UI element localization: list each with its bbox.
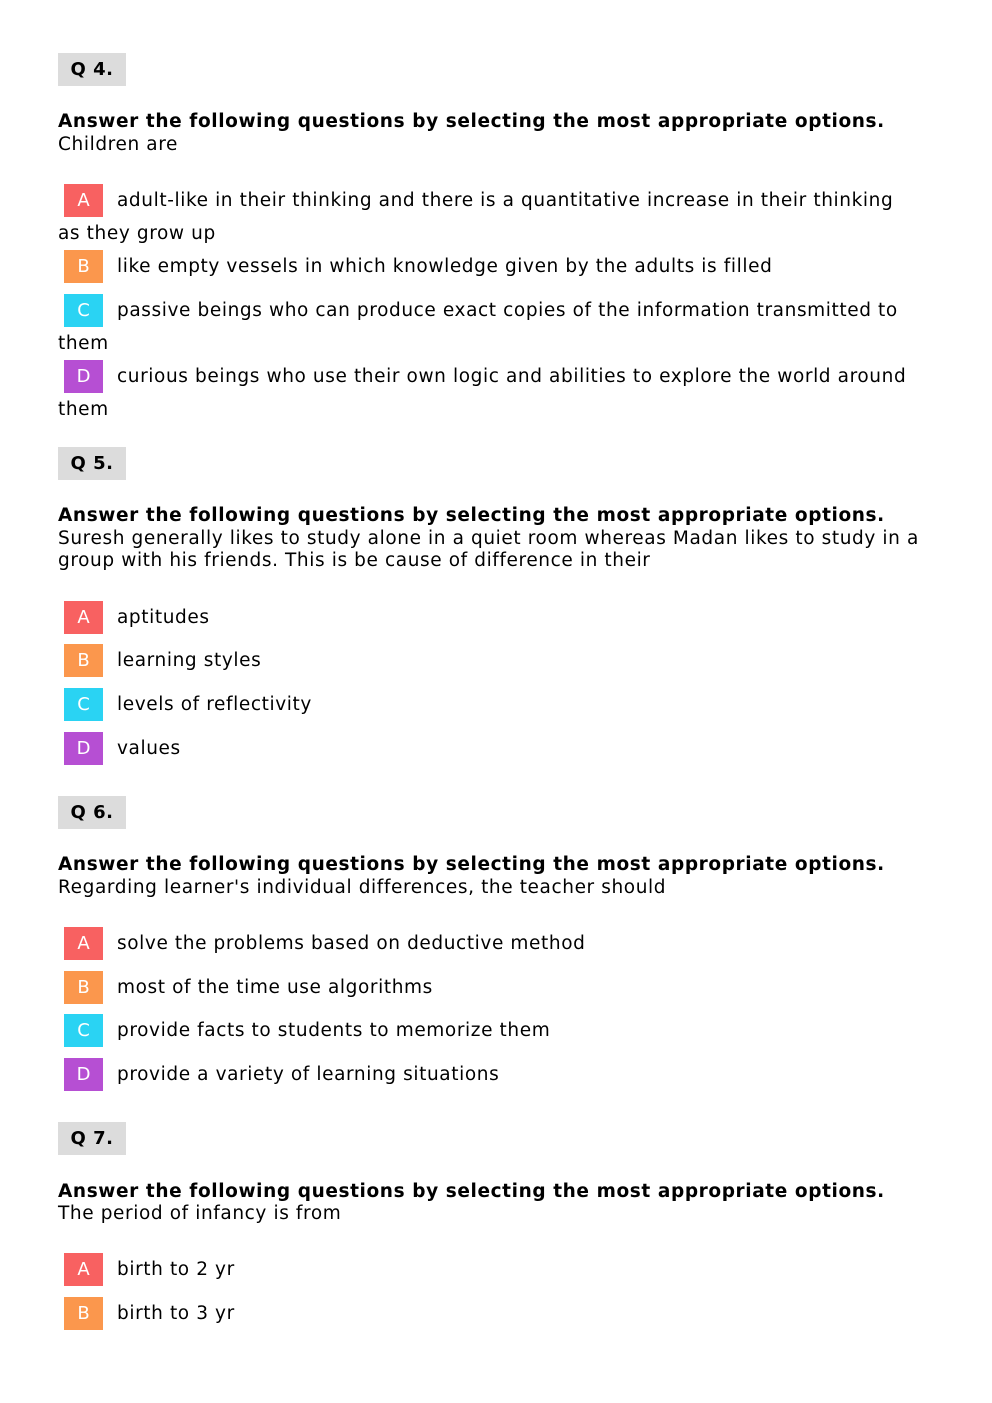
option-text: adult-like in their thinking and there is a quantitative increase in their thinking as they grow up (58, 190, 894, 244)
question-number: Q 6. (58, 796, 126, 829)
option-c[interactable] (58, 688, 918, 721)
option-text: provide facts to students to memorize them (117, 1020, 551, 1041)
option-letter-badge: C (64, 688, 103, 721)
option-text: birth to 3 yr (117, 1303, 235, 1324)
option-text: most of the time use algorithms (117, 977, 433, 998)
option-letter-badge: A (64, 1253, 103, 1286)
question-number: Q 7. (58, 1122, 126, 1155)
option-a[interactable] (58, 1253, 918, 1286)
option-a[interactable] (58, 184, 918, 250)
question-instruction: Answer the following questions by selecting the most appropriate options. (58, 854, 885, 875)
question-instruction: Answer the following questions by selecting the most appropriate options. (58, 111, 885, 132)
option-b[interactable] (58, 250, 918, 283)
option-letter-badge: B (64, 1297, 103, 1330)
option-text: birth to 2 yr (117, 1259, 235, 1280)
option-letter-badge: D (64, 1058, 103, 1091)
option-text: values (117, 738, 181, 759)
option-text: solve the problems based on deductive method (117, 933, 586, 954)
option-c[interactable] (58, 1014, 918, 1047)
option-d[interactable] (58, 360, 918, 426)
option-letter-badge: B (64, 250, 103, 283)
option-b[interactable] (58, 971, 918, 1004)
option-text: levels of reflectivity (117, 694, 312, 715)
option-a[interactable] (58, 927, 918, 960)
option-text: aptitudes (117, 607, 210, 628)
question-text: Children are (58, 134, 178, 155)
option-d[interactable] (58, 1058, 918, 1091)
question-text: Regarding learner's individual differences, the teacher should (58, 877, 667, 898)
option-b[interactable] (58, 644, 918, 677)
question-number: Q 4. (58, 53, 126, 86)
option-letter-badge: A (64, 601, 103, 634)
option-letter-badge: A (64, 184, 103, 217)
option-d[interactable] (58, 732, 918, 765)
option-letter-badge: B (64, 971, 103, 1004)
option-a[interactable] (58, 601, 918, 634)
question-text: The period of infancy is from (58, 1203, 342, 1224)
option-text: learning styles (117, 650, 262, 671)
option-letter-badge: D (64, 732, 103, 765)
question-instruction: Answer the following questions by selecting the most appropriate options. (58, 1181, 885, 1202)
option-letter-badge: A (64, 927, 103, 960)
question-number: Q 5. (58, 447, 126, 480)
question-text: Suresh generally likes to study alone in a quiet room whereas Madan likes to study in a group with his friends. This is be cause of difference in their (58, 528, 919, 571)
option-text: like empty vessels in which knowledge given by the adults is filled (117, 256, 773, 277)
option-b[interactable] (58, 1297, 918, 1330)
option-letter-badge: B (64, 644, 103, 677)
option-letter-badge: D (64, 360, 103, 393)
option-letter-badge: C (64, 1014, 103, 1047)
option-text: provide a variety of learning situations (117, 1064, 500, 1085)
question-instruction: Answer the following questions by selecting the most appropriate options. (58, 505, 885, 526)
option-c[interactable] (58, 294, 918, 360)
option-text: passive beings who can produce exact copies of the information transmitted to them (58, 300, 898, 354)
option-letter-badge: C (64, 294, 103, 327)
option-text: curious beings who use their own logic and abilities to explore the world around them (58, 366, 907, 420)
